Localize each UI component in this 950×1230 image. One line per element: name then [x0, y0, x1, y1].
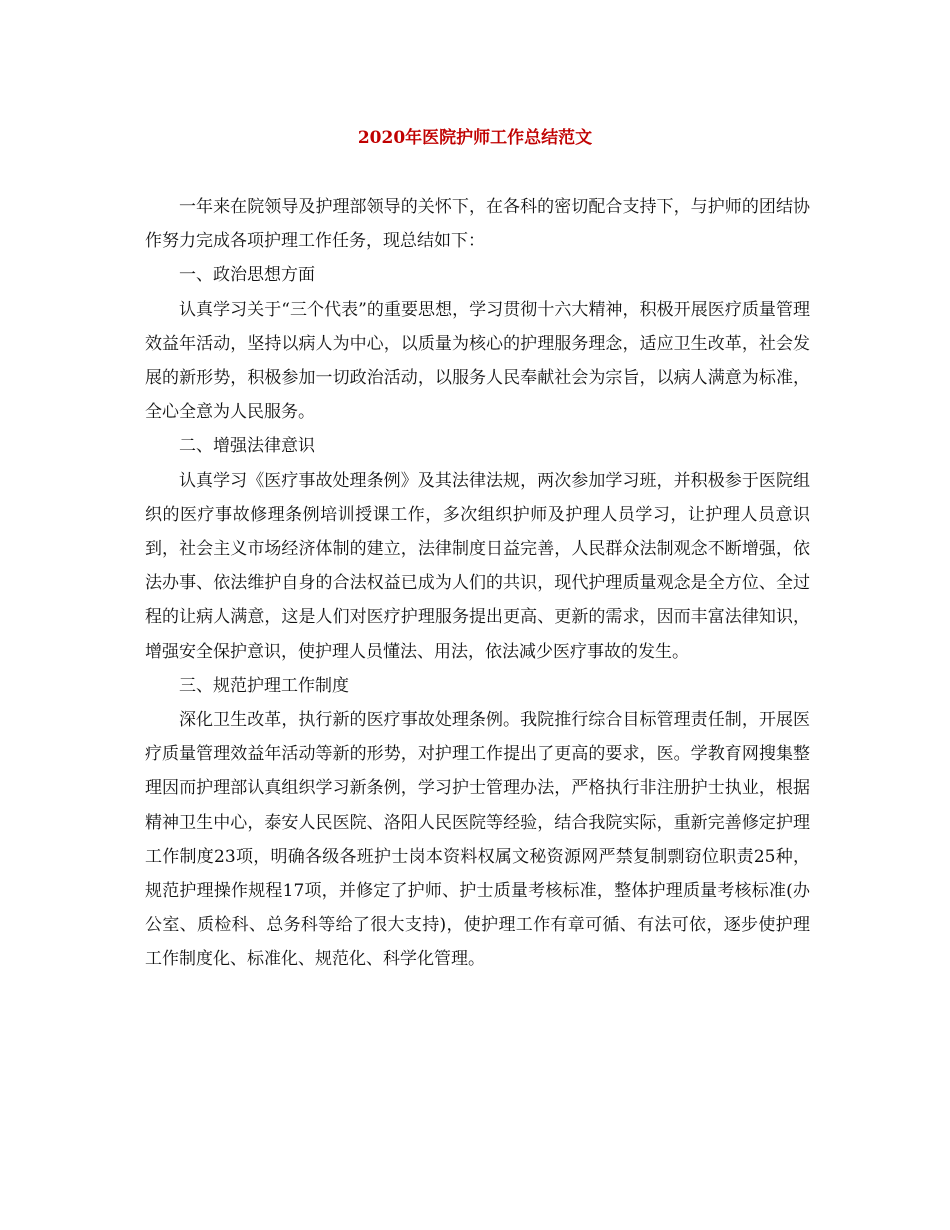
section-body-legal: 认真学习《医疗事故处理条例》及其法律法规，两次参加学习班，并积极参于医院组织的医疗事故修理条例培训授课工作，多次组织护师及护理人员学习，让护理人员意识到，社会主义市场经济体制的建立，法律制度日益完善，人民群众法制观念不断增强，依法办事、依法维护自身的合法权益已成为人们的共识，现代护理质量观念是全方位、全过程的让病人满意，这是人们对医疗护理服务提出更高、更新的需求，因而丰富法律知识，增强安全保护意识，使护理人员懂法、用法，依法减少医疗事故的发生。: [145, 470, 810, 662]
section-heading-politics: 一、政治思想方面: [179, 265, 315, 286]
section-body-politics: 认真学习关于“三个代表”的重要思想，学习贯彻十六大精神，积极开展医疗质量管理效益年活动，坚持以病人为中心，以质量为核心的护理服务理念，适应卫生改革，社会发展的新形势，积极参加一切政治活动，以服务人民奉献社会为宗旨，以病人满意为标准，全心全意为人民服务。: [145, 299, 810, 423]
intro-paragraph: 一年来在院领导及护理部领导的关怀下，在各科的密切配合支持下，与护师的团结协作努力完成各项护理工作任务，现总结如下：: [145, 197, 810, 252]
section-heading-legal: 二、增强法律意识: [179, 436, 315, 457]
document-body: [145, 190, 810, 977]
section-body-standards: 深化卫生改革，执行新的医疗事故处理条例。我院推行综合目标管理责任制，开展医疗质量管理效益年活动等新的形势，对护理工作提出了更高的要求，医。学教育网搜集整理因而护理部认真组织学习新条例，学习护士管理办法，严格执行非注册护士执业，根据精神卫生中心，泰安人民医院、洛阳人民医院等经验，结合我院实际，重新完善修定护理工作制度23项，明确各级各班护士岗本资料权属文秘资源网严禁复制剽窃位职责25种，规范护理操作规程17项，并修定了护师、护士质量考核标准，整体护理质量考核标准(办公室、质检科、总务科等给了很大支持)，使护理工作有章可循、有法可依，逐步使护理工作制度化、标准化、规范化、科学化管理。: [145, 710, 810, 970]
section-heading-standards: 三、规范护理工作制度: [179, 675, 349, 696]
document-title: 2020年医院护师工作总结范文: [357, 128, 593, 148]
